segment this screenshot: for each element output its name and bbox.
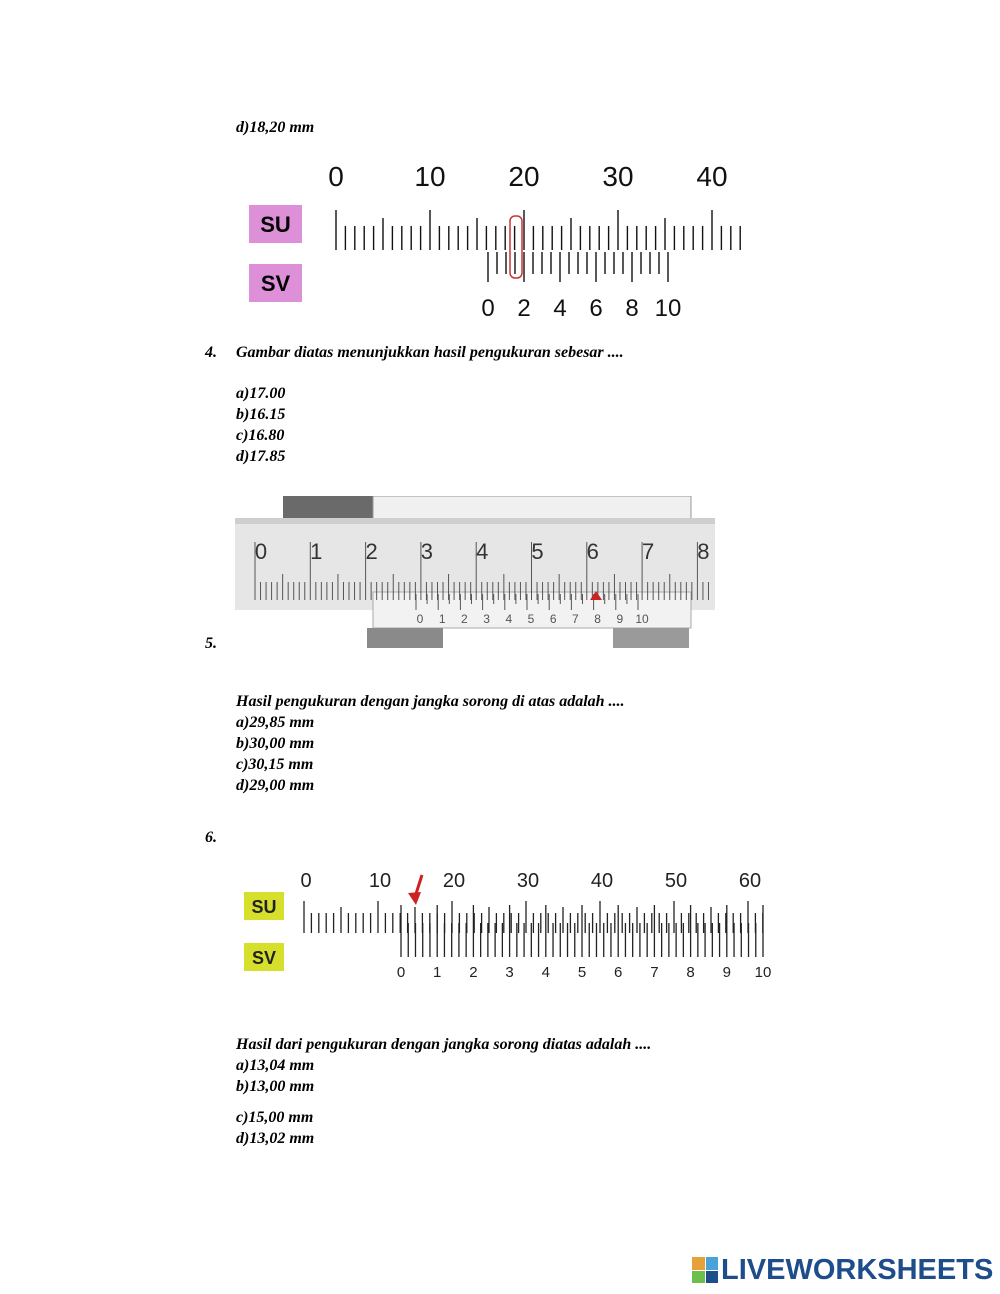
jaw-dark bbox=[283, 496, 373, 520]
main-label: 0 bbox=[328, 161, 344, 192]
brand-name: LIVEWORKSHEETS bbox=[721, 1253, 994, 1286]
caliper-main-label: 6 bbox=[586, 539, 599, 564]
main-scale-labels bbox=[328, 161, 727, 192]
highlight-marker bbox=[510, 216, 522, 278]
q6-option-d[interactable]: d)13,02 mm bbox=[236, 1130, 315, 1147]
caliper-main-label: 2 bbox=[365, 539, 378, 564]
main-label: 30 bbox=[516, 870, 540, 892]
main-label: 30 bbox=[602, 161, 634, 192]
q4-option-a[interactable]: a)17.00 bbox=[236, 385, 286, 402]
q6-options-ab bbox=[236, 1055, 314, 1097]
q5-option-c[interactable]: c)30,15 mm bbox=[236, 756, 314, 773]
caliper-vernier-label: 4 bbox=[505, 612, 513, 626]
q6-question: Hasil dari pengukuran dengan jangka sorong diatas adalah .... bbox=[236, 1036, 652, 1053]
q3-option-d: d)18,20 mm bbox=[236, 119, 315, 136]
q4-option-d[interactable]: d)17.85 bbox=[236, 448, 286, 465]
main-scale-labels bbox=[300, 870, 761, 892]
main-label: 50 bbox=[664, 870, 688, 892]
vernier-scale-ticks bbox=[401, 905, 763, 957]
caliper-main-label: 8 bbox=[697, 539, 710, 564]
su-label: SU bbox=[251, 897, 277, 917]
vernier-label: 8 bbox=[686, 964, 695, 981]
caliper-vernier-label: 1 bbox=[438, 612, 446, 626]
main-label: 10 bbox=[414, 161, 446, 192]
vernier-label: 3 bbox=[505, 964, 514, 981]
jaw-bottom-left bbox=[367, 628, 443, 648]
vernier-label: 0 bbox=[396, 964, 406, 981]
vernier-label: 8 bbox=[625, 295, 639, 322]
caliper-main-label: 5 bbox=[531, 539, 544, 564]
vernier-label: 0 bbox=[481, 295, 495, 322]
q5-option-b[interactable]: b)30,00 mm bbox=[236, 735, 315, 752]
vernier-label: 5 bbox=[577, 964, 587, 981]
figure3-vernier-scale bbox=[240, 865, 785, 985]
main-label: 40 bbox=[696, 161, 728, 192]
sv-label: SV bbox=[260, 271, 291, 296]
main-label: 60 bbox=[738, 870, 762, 892]
vernier-label: 6 bbox=[589, 295, 603, 322]
main-label: 0 bbox=[300, 870, 312, 892]
jaw-bottom-right bbox=[613, 628, 689, 648]
q6-number: 6. bbox=[205, 829, 217, 846]
vernier-label: 2 bbox=[517, 295, 531, 322]
vernier-scale-labels bbox=[481, 295, 681, 322]
vernier-label: 4 bbox=[541, 964, 550, 981]
vernier-label: 9 bbox=[722, 964, 731, 981]
main-label: 40 bbox=[590, 870, 614, 892]
su-label: SU bbox=[260, 212, 291, 237]
q6-option-a[interactable]: a)13,04 mm bbox=[236, 1057, 315, 1074]
vernier-label: 7 bbox=[650, 964, 659, 981]
caliper-vernier-label: 5 bbox=[527, 612, 535, 626]
figure1-vernier-scale bbox=[240, 150, 760, 330]
caliper-vernier-label: 3 bbox=[483, 612, 490, 626]
vernier-label: 10 bbox=[754, 964, 772, 981]
caliper-main-label: 0 bbox=[254, 539, 268, 564]
caliper-vernier-label: 10 bbox=[635, 612, 649, 626]
q6-option-c[interactable]: c)15,00 mm bbox=[236, 1109, 314, 1126]
main-scale-ticks bbox=[336, 210, 740, 250]
q6-option-b[interactable]: b)13,00 mm bbox=[236, 1078, 315, 1095]
sv-label: SV bbox=[251, 948, 277, 968]
q5-option-a[interactable]: a)29,85 mm bbox=[236, 714, 315, 731]
caliper-main-label: 3 bbox=[420, 539, 434, 564]
caliper-vernier-label: 0 bbox=[416, 612, 424, 626]
caliper-vernier-label: 7 bbox=[572, 612, 579, 626]
q4-option-b[interactable]: b)16.15 bbox=[236, 406, 286, 423]
q6-options-cd bbox=[236, 1107, 314, 1149]
q4-options bbox=[236, 383, 285, 467]
caliper-main-label: 1 bbox=[310, 539, 323, 564]
q5-options bbox=[236, 712, 314, 796]
vernier-label: 2 bbox=[469, 964, 478, 981]
main-label: 20 bbox=[508, 161, 540, 192]
caliper-main-label: 7 bbox=[641, 539, 655, 564]
main-bar-highlight bbox=[235, 518, 715, 524]
q5-question: Hasil pengukuran dengan jangka sorong di atas adalah .... bbox=[236, 693, 625, 710]
figure2-caliper bbox=[235, 496, 715, 648]
main-label: 20 bbox=[442, 870, 466, 892]
main-label: 10 bbox=[368, 870, 392, 892]
caliper-vernier-label: 8 bbox=[594, 612, 601, 626]
caliper-vernier-label: 9 bbox=[616, 612, 624, 626]
vernier-label: 10 bbox=[654, 295, 682, 322]
q5-option-d[interactable]: d)29,00 mm bbox=[236, 777, 315, 794]
red-arrow-icon bbox=[408, 875, 422, 905]
vernier-label: 4 bbox=[553, 295, 567, 322]
caliper-vernier-label: 6 bbox=[549, 612, 557, 626]
jaw-bottom-mid bbox=[443, 632, 613, 648]
liveworksheets-logo-icon bbox=[692, 1257, 718, 1283]
vernier-label: 6 bbox=[614, 964, 623, 981]
main-scale-ticks bbox=[304, 901, 763, 933]
q4-option-c[interactable]: c)16.80 bbox=[236, 427, 285, 444]
q4-number: 4. bbox=[205, 344, 217, 361]
vernier-label: 1 bbox=[433, 964, 442, 981]
q4-question: Gambar diatas menunjukkan hasil pengukuran sebesar .... bbox=[236, 344, 624, 361]
liveworksheets-logo bbox=[692, 1254, 993, 1286]
q5-number: 5. bbox=[205, 635, 217, 652]
caliper-main-label: 4 bbox=[476, 539, 489, 564]
caliper-vernier-label: 2 bbox=[461, 612, 468, 626]
vernier-scale-labels bbox=[397, 964, 772, 981]
